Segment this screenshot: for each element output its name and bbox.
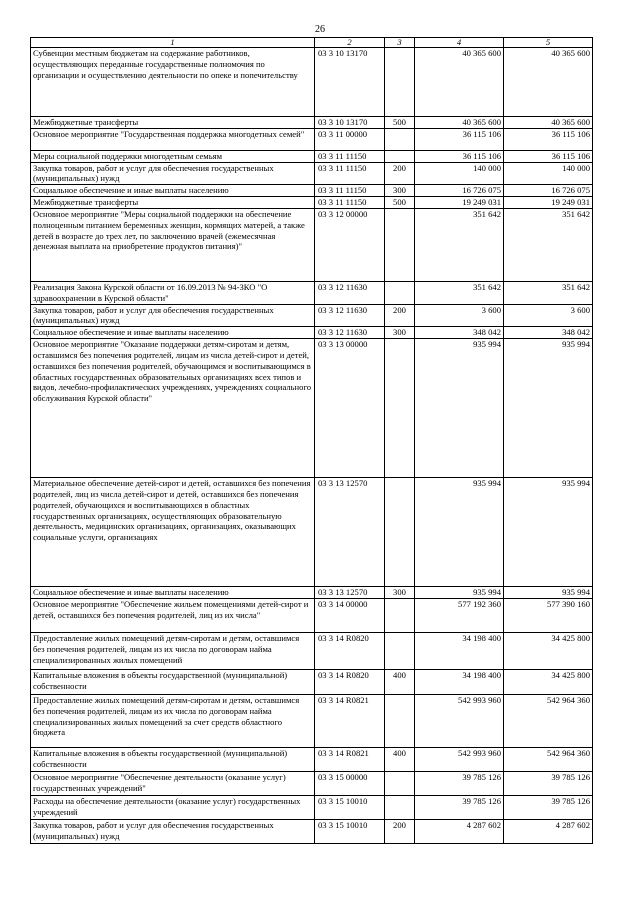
cell-value-col4: 19 249 031 — [415, 197, 504, 209]
cell-value-col5: 16 726 075 — [504, 185, 593, 197]
cell-value-col5: 348 042 — [504, 327, 593, 339]
cell-value-col5: 542 964 360 — [504, 694, 593, 747]
table-row — [31, 598, 593, 632]
table-row — [31, 478, 593, 587]
cell-code: 03 3 10 13170 — [315, 117, 385, 129]
cell-value-col5: 36 115 106 — [504, 128, 593, 150]
cell-value-col4: 935 994 — [415, 478, 504, 587]
cell-name: Основное мероприятие "Обеспечение деятельности (оказание услуг) государственных учреждений" — [31, 771, 315, 795]
cell-value-col4: 34 198 400 — [415, 669, 504, 694]
cell-code: 03 3 13 12570 — [315, 587, 385, 599]
cell-value-col4: 36 115 106 — [415, 150, 504, 162]
cell-kvr — [385, 339, 415, 478]
header-col-4: 4 — [415, 38, 504, 48]
table-row — [31, 150, 593, 162]
table-row — [31, 747, 593, 771]
header-row — [31, 38, 593, 48]
cell-name: Закупка товаров, работ и услуг для обеспечения государственных (муниципальных) нужд — [31, 819, 315, 843]
cell-kvr — [385, 771, 415, 795]
cell-code: 03 3 13 00000 — [315, 339, 385, 478]
cell-value-col4: 40 365 600 — [415, 48, 504, 117]
cell-name: Капитальные вложения в объекты государственной (муниципальной) собственности — [31, 669, 315, 694]
cell-value-col4: 577 192 360 — [415, 598, 504, 632]
cell-name: Основное мероприятие "Оказание поддержки детям-сиротам и детям, оставшимся без попечения родителей, лицам из числа детей-сирот и детей, оставшихся без попечения родителей, обучающимся и воспитывающимся в областных государственных образовательных организациях всех типов и видов, лечебно-профилактических учреждениях, учреждениях социального обслуживания Курской области" — [31, 339, 315, 478]
cell-kvr: 200 — [385, 819, 415, 843]
cell-name: Предоставление жилых помещений детям-сиротам и детям, оставшимся без попечения родителей, лицам из их числа по договорам найма специализированных жилых помещений — [31, 632, 315, 669]
cell-value-col4: 34 198 400 — [415, 632, 504, 669]
page-number: 26 — [315, 24, 325, 35]
cell-value-col5: 39 785 126 — [504, 795, 593, 819]
cell-name: Предоставление жилых помещений детям-сиротам и детям, оставшимся без попечения родителей, лицам из их числа по договорам найма специализированных жилых помещений за счет средств областного бюджета — [31, 694, 315, 747]
cell-value-col5: 935 994 — [504, 478, 593, 587]
cell-value-col4: 4 287 602 — [415, 819, 504, 843]
cell-name: Закупка товаров, работ и услуг для обеспечения государственных (муниципальных) нужд — [31, 304, 315, 327]
table-row — [31, 694, 593, 747]
table-row — [31, 197, 593, 209]
cell-value-col4: 39 785 126 — [415, 795, 504, 819]
cell-value-col4: 542 993 960 — [415, 694, 504, 747]
cell-code: 03 3 12 00000 — [315, 208, 385, 281]
cell-code: 03 3 10 13170 — [315, 48, 385, 117]
cell-value-col4: 36 115 106 — [415, 128, 504, 150]
cell-value-col5: 935 994 — [504, 587, 593, 599]
cell-code: 03 3 14 R0821 — [315, 694, 385, 747]
header-col-2: 2 — [315, 38, 385, 48]
cell-value-col4: 3 600 — [415, 304, 504, 327]
cell-kvr: 300 — [385, 185, 415, 197]
cell-name: Основное мероприятие "Обеспечение жильем помещениями детей-сирот и детей, оставшихся без попечения родителей, лиц из их числа" — [31, 598, 315, 632]
cell-kvr: 500 — [385, 117, 415, 129]
cell-name: Межбюджетные трансферты — [31, 197, 315, 209]
table-row — [31, 771, 593, 795]
cell-value-col4: 935 994 — [415, 339, 504, 478]
cell-code: 03 3 15 00000 — [315, 771, 385, 795]
cell-kvr: 400 — [385, 669, 415, 694]
cell-kvr: 200 — [385, 304, 415, 327]
table-row — [31, 795, 593, 819]
cell-name: Социальное обеспечение и иные выплаты населению — [31, 327, 315, 339]
table-row — [31, 339, 593, 478]
table-row — [31, 117, 593, 129]
cell-name: Социальное обеспечение и иные выплаты населению — [31, 587, 315, 599]
cell-kvr — [385, 478, 415, 587]
cell-kvr — [385, 281, 415, 304]
cell-kvr — [385, 128, 415, 150]
cell-kvr: 200 — [385, 162, 415, 185]
cell-value-col5: 40 365 600 — [504, 117, 593, 129]
cell-value-col5: 36 115 106 — [504, 150, 593, 162]
cell-value-col4: 16 726 075 — [415, 185, 504, 197]
table-row — [31, 128, 593, 150]
cell-kvr — [385, 150, 415, 162]
cell-name: Материальное обеспечение детей-сирот и детей, оставшихся без попечения родителей, лиц из числа детей-сирот и детей, оставшихся без попечения родителей, обучающихся и воспитывающихся в областных государственных организациях, осуществляющих образовательную деятельность, медицинских организациях, организациях, оказывающих социальные услуги, организациях — [31, 478, 315, 587]
cell-value-col4: 348 042 — [415, 327, 504, 339]
cell-kvr — [385, 795, 415, 819]
cell-name: Капитальные вложения в объекты государственной (муниципальной) собственности — [31, 747, 315, 771]
table-row — [31, 669, 593, 694]
cell-code: 03 3 13 12570 — [315, 478, 385, 587]
cell-kvr — [385, 694, 415, 747]
cell-code: 03 3 11 11150 — [315, 185, 385, 197]
cell-kvr — [385, 48, 415, 117]
cell-code: 03 3 11 00000 — [315, 128, 385, 150]
cell-name: Социальное обеспечение и иные выплаты населению — [31, 185, 315, 197]
cell-code: 03 3 12 11630 — [315, 327, 385, 339]
cell-code: 03 3 15 10010 — [315, 819, 385, 843]
header-col-3: 3 — [385, 38, 415, 48]
cell-value-col5: 3 600 — [504, 304, 593, 327]
cell-kvr — [385, 632, 415, 669]
table-row — [31, 48, 593, 117]
cell-value-col4: 351 642 — [415, 208, 504, 281]
table-row — [31, 281, 593, 304]
cell-name: Межбюджетные трансферты — [31, 117, 315, 129]
header-col-1: 1 — [31, 38, 315, 48]
cell-kvr — [385, 208, 415, 281]
cell-name: Основное мероприятие "Государственная поддержка многодетных семей" — [31, 128, 315, 150]
cell-value-col5: 351 642 — [504, 208, 593, 281]
table-row — [31, 208, 593, 281]
cell-name: Основное мероприятие "Меры социальной поддержки на обеспечение полноценным питанием беременных женщин, кормящих матерей, а также детей в возрасте до трех лет, по заключению врачей (ежемесячная денежная выплата на приобретение продуктов питания)" — [31, 208, 315, 281]
cell-value-col5: 19 249 031 — [504, 197, 593, 209]
budget-table — [30, 37, 593, 844]
cell-value-col5: 935 994 — [504, 339, 593, 478]
cell-kvr: 300 — [385, 587, 415, 599]
cell-code: 03 3 14 R0820 — [315, 632, 385, 669]
cell-code: 03 3 12 11630 — [315, 304, 385, 327]
cell-value-col5: 34 425 800 — [504, 669, 593, 694]
cell-kvr — [385, 598, 415, 632]
table-row — [31, 162, 593, 185]
cell-value-col4: 140 000 — [415, 162, 504, 185]
cell-code: 03 3 14 R0821 — [315, 747, 385, 771]
cell-value-col4: 351 642 — [415, 281, 504, 304]
cell-value-col5: 351 642 — [504, 281, 593, 304]
cell-name: Закупка товаров, работ и услуг для обеспечения государственных (муниципальных) нужд — [31, 162, 315, 185]
cell-value-col5: 34 425 800 — [504, 632, 593, 669]
cell-kvr: 500 — [385, 197, 415, 209]
cell-value-col5: 140 000 — [504, 162, 593, 185]
cell-name: Реализация Закона Курской области от 16.09.2013 № 94-ЗКО "О здравоохранении в Курской области" — [31, 281, 315, 304]
table-row — [31, 304, 593, 327]
header-col-5: 5 — [504, 38, 593, 48]
cell-value-col5: 40 365 600 — [504, 48, 593, 117]
table-row — [31, 327, 593, 339]
cell-code: 03 3 12 11630 — [315, 281, 385, 304]
table-row — [31, 819, 593, 843]
cell-value-col4: 542 993 960 — [415, 747, 504, 771]
cell-value-col5: 542 964 360 — [504, 747, 593, 771]
table-row — [31, 185, 593, 197]
cell-code: 03 3 14 R0820 — [315, 669, 385, 694]
cell-code: 03 3 15 10010 — [315, 795, 385, 819]
table-row — [31, 587, 593, 599]
cell-name: Субвенции местным бюджетам на содержание работников, осуществляющих переданные государственные полномочия по организации и осуществлению деятельности по опеке и попечительству — [31, 48, 315, 117]
cell-code: 03 3 11 11150 — [315, 150, 385, 162]
cell-name: Расходы на обеспечение деятельности (оказание услуг) государственных учреждений — [31, 795, 315, 819]
cell-code: 03 3 11 11150 — [315, 197, 385, 209]
cell-code: 03 3 11 11150 — [315, 162, 385, 185]
cell-name: Меры социальной поддержки многодетным семьям — [31, 150, 315, 162]
cell-value-col4: 935 994 — [415, 587, 504, 599]
cell-value-col5: 4 287 602 — [504, 819, 593, 843]
cell-value-col5: 577 390 160 — [504, 598, 593, 632]
table-row — [31, 632, 593, 669]
cell-kvr: 400 — [385, 747, 415, 771]
cell-value-col5: 39 785 126 — [504, 771, 593, 795]
cell-value-col4: 39 785 126 — [415, 771, 504, 795]
cell-kvr: 300 — [385, 327, 415, 339]
cell-code: 03 3 14 00000 — [315, 598, 385, 632]
cell-value-col4: 40 365 600 — [415, 117, 504, 129]
